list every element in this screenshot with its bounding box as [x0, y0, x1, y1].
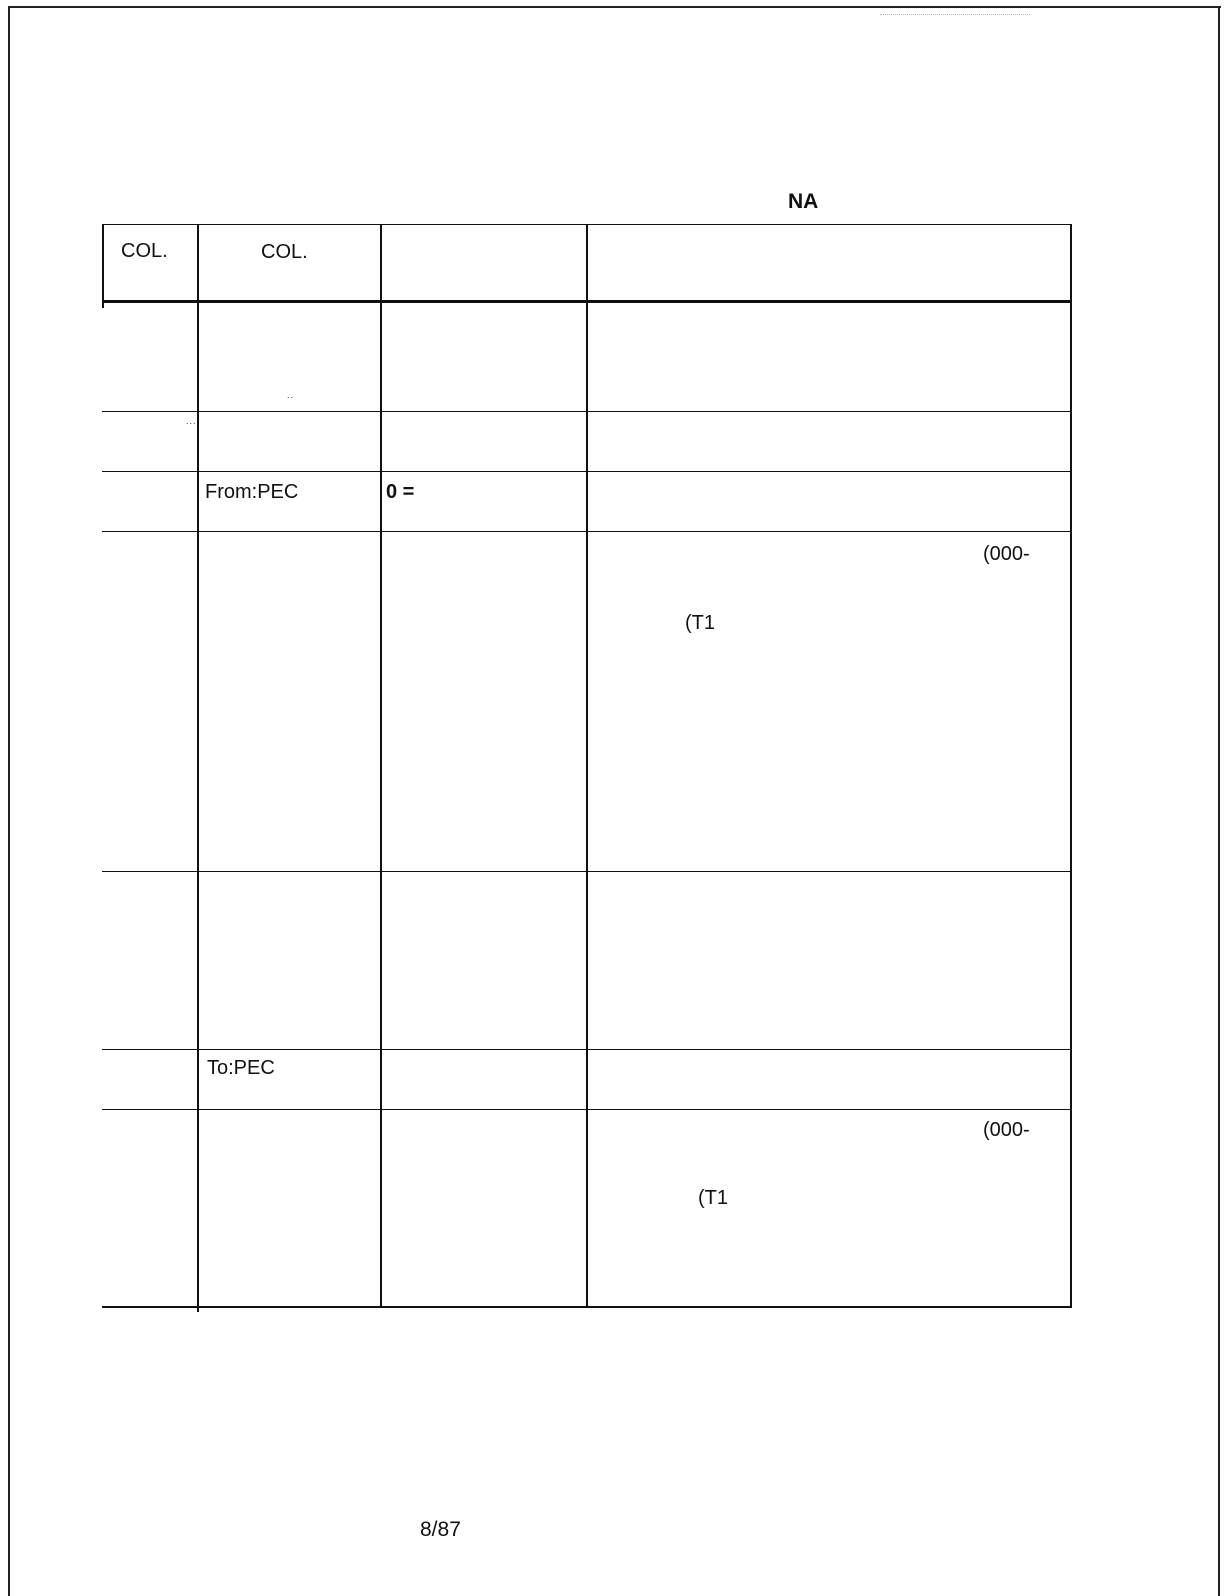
table-col-rule	[197, 224, 199, 1312]
zero-equals: 0 =	[386, 481, 415, 503]
scan-speck	[880, 14, 1030, 19]
to-pec-label: To:PEC	[207, 1057, 275, 1079]
range-text-b: (000-	[983, 1119, 1030, 1141]
header-col-2: COL.	[261, 241, 308, 263]
range-text-a: (000-	[983, 543, 1030, 565]
table-col-rule	[1070, 224, 1072, 1308]
t1-text-b: (T1	[698, 1187, 728, 1209]
from-pec-label: From:PEC	[205, 481, 299, 503]
page-frame-right	[1218, 6, 1220, 1596]
header-col-1: COL.	[121, 240, 168, 262]
table-col-rule	[586, 224, 588, 1308]
page-heading: NA	[788, 190, 819, 213]
page-frame-left	[8, 6, 10, 1596]
table-col-rule	[380, 224, 382, 1308]
scan-speck: ...	[186, 416, 197, 426]
table-col-rule	[102, 224, 104, 308]
page-frame-top	[8, 6, 1221, 8]
scan-speck: ..	[287, 390, 295, 400]
t1-text-a: (T1	[685, 612, 715, 634]
page-footer-date: 8/87	[420, 1518, 461, 1541]
